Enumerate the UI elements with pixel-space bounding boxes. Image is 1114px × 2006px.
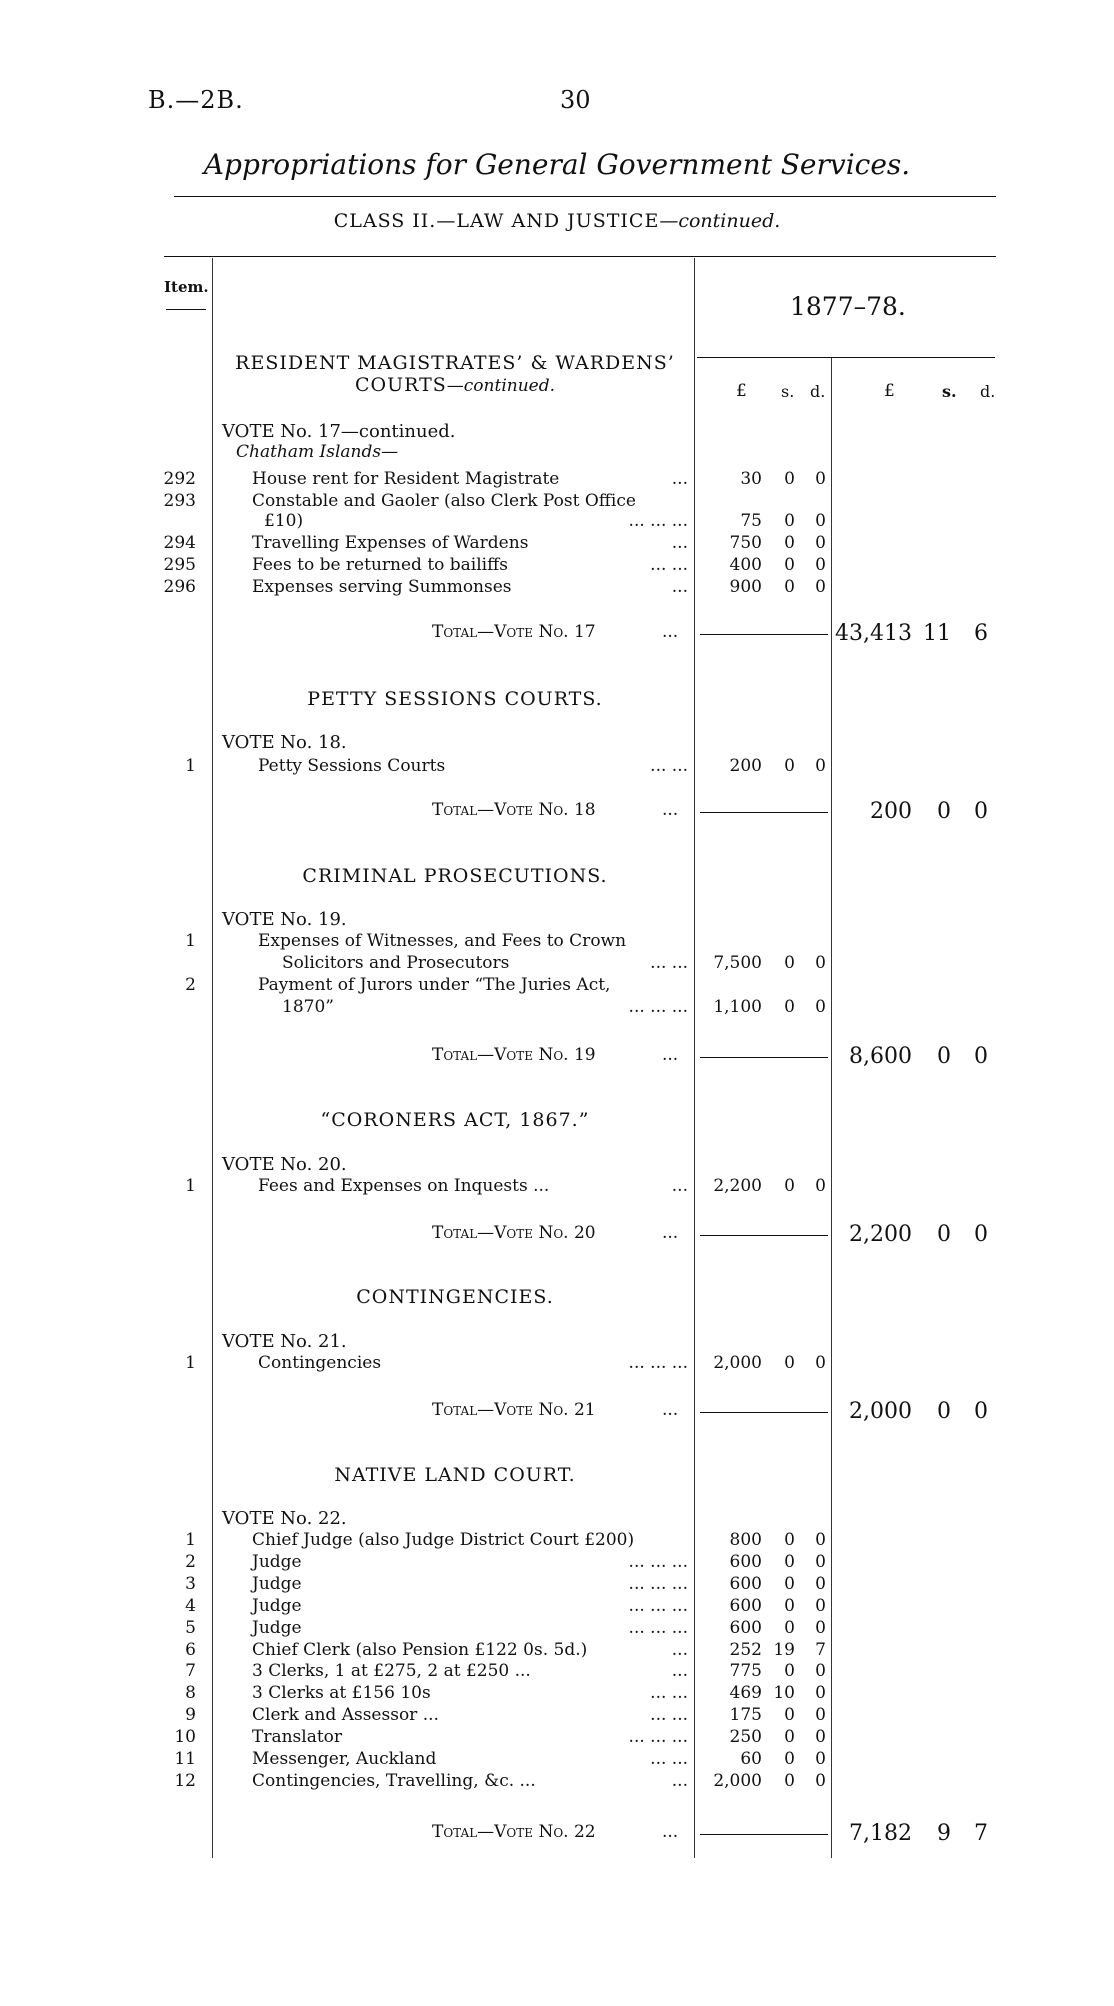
leader-dots: ... ... ... — [628, 1727, 688, 1748]
total-pence: 0 — [974, 1044, 988, 1069]
vote-heading-18: VOTE No. 18. — [222, 732, 347, 753]
amount-shillings: 0 — [784, 1770, 795, 1791]
total-pounds: 2,000 — [849, 1399, 912, 1424]
amount-pounds: 469 — [729, 1683, 762, 1704]
total-pence: 0 — [974, 1222, 988, 1247]
amount-pounds: 775 — [729, 1661, 762, 1682]
total-pounds: 43,413 — [835, 621, 912, 646]
amount-pence: 0 — [815, 577, 826, 597]
total-pence: 0 — [974, 799, 988, 824]
page-number: 30 — [560, 86, 591, 114]
amount-pence: 0 — [815, 1661, 826, 1682]
total-pounds: 2,200 — [849, 1222, 912, 1247]
amount-pence: 0 — [815, 1727, 826, 1748]
amount-pence: 7 — [815, 1639, 826, 1660]
item-number: 293 — [163, 491, 196, 511]
leader-dots: ... ... ... — [628, 1617, 688, 1638]
leader-dots: ... ... — [650, 953, 688, 973]
item-header-underline — [166, 309, 206, 310]
section-title-petty-sessions: PETTY SESSIONS COURTS. — [307, 688, 603, 710]
item-number: 3 — [185, 1573, 196, 1594]
amount-shillings: 0 — [784, 555, 795, 575]
total-pounds: 200 — [870, 799, 912, 824]
section-title-coroners-act: “CORONERS ACT, 1867.” — [320, 1109, 590, 1131]
total-pence: 7 — [974, 1821, 988, 1846]
total-shillings: 0 — [937, 799, 951, 824]
leader-dots: ... ... — [650, 1705, 688, 1726]
leader-dots: ... ... — [650, 1683, 688, 1704]
amount-pounds: 600 — [729, 1595, 762, 1616]
amount-shillings: 0 — [784, 577, 795, 597]
amount-shillings: 0 — [784, 533, 795, 553]
item-number: 296 — [163, 577, 196, 597]
item-description: Travelling Expenses of Wardens — [252, 533, 529, 553]
amount-shillings: 0 — [784, 1176, 795, 1196]
amount-pence: 0 — [815, 1353, 826, 1373]
item-description: Judge — [252, 1573, 302, 1594]
total-pounds: 7,182 — [849, 1821, 912, 1846]
item-number: 12 — [174, 1770, 196, 1791]
amount-pence: 0 — [815, 469, 826, 489]
class-title: CLASS II.—LAW AND JUSTICE—continued. — [333, 210, 781, 232]
vote-heading-22: VOTE No. 22. — [222, 1508, 347, 1529]
total-label: Total—Vote No. 21 — [432, 1400, 596, 1420]
amount-pence: 0 — [815, 1683, 826, 1704]
item-number: 10 — [174, 1727, 196, 1748]
total-rule — [700, 1235, 828, 1236]
item-description-continued: 1870” — [282, 997, 334, 1017]
item-description: Expenses serving Summonses — [252, 577, 512, 597]
amount-pounds: 600 — [729, 1617, 762, 1638]
amount-shillings: 0 — [784, 1551, 795, 1572]
amount-shillings: 19 — [773, 1639, 795, 1660]
total-pounds: 8,600 — [849, 1044, 912, 1069]
leader-dots: ... — [671, 577, 688, 597]
amount-column-divider — [694, 258, 695, 1858]
item-description: 3 Clerks, 1 at £275, 2 at £250 ... — [252, 1661, 531, 1682]
leader-dots: ... — [662, 1223, 679, 1243]
amount-pence: 0 — [815, 1176, 826, 1196]
amount-shillings: 0 — [784, 511, 795, 531]
leader-dots: ... — [671, 1639, 688, 1660]
item-number: 7 — [185, 1661, 196, 1682]
leader-dots: ... — [671, 1176, 688, 1196]
item-number: 1 — [185, 1176, 196, 1196]
amount-shillings: 0 — [784, 1353, 795, 1373]
amount-shillings: 0 — [784, 1749, 795, 1769]
amount-pence: 0 — [815, 533, 826, 553]
leader-dots: ... ... — [650, 555, 688, 575]
total-shillings: 9 — [937, 1821, 951, 1846]
amount-shillings: 0 — [784, 1661, 795, 1682]
pence-header: d. — [810, 382, 826, 401]
leader-dots: ... — [662, 1822, 679, 1842]
amount-shillings: 0 — [784, 1727, 795, 1748]
amount-pence: 0 — [815, 555, 826, 575]
item-number: 11 — [174, 1749, 196, 1769]
item-number: 1 — [185, 756, 196, 776]
item-description: Chief Clerk (also Pension £122 0s. 5d.) — [252, 1639, 588, 1660]
amount-pence: 0 — [815, 1573, 826, 1594]
total-label: Total—Vote No. 17 — [432, 622, 596, 642]
leader-dots: ... ... ... — [628, 511, 688, 531]
item-number: 1 — [185, 1353, 196, 1373]
amount-pounds: 175 — [729, 1705, 762, 1726]
leader-dots: ... ... ... — [628, 1551, 688, 1572]
amount-pounds: 900 — [729, 577, 762, 597]
vote-heading: VOTE No. 17—continued. — [222, 421, 456, 442]
total-pence: 6 — [974, 621, 988, 646]
vote-heading-21: VOTE No. 21. — [222, 1331, 347, 1352]
amount-shillings: 0 — [784, 1705, 795, 1726]
pound-header: £ — [736, 381, 747, 401]
item-description: Payment of Jurors under “The Juries Act, — [258, 975, 611, 995]
item-description: Fees to be returned to bailiffs — [252, 555, 508, 575]
leader-dots: ... — [662, 622, 679, 642]
amount-pounds: 7,500 — [713, 953, 762, 973]
total-pence: 0 — [974, 1399, 988, 1424]
item-number: 5 — [185, 1617, 196, 1638]
amount-pounds: 60 — [740, 1749, 762, 1769]
page-title: Appropriations for General Government Services. — [203, 148, 911, 181]
leader-dots: ... ... — [650, 756, 688, 776]
total-label: Total—Vote No. 19 — [432, 1045, 596, 1065]
item-description: Constable and Gaoler (also Clerk Post Office — [252, 491, 636, 511]
total-shillings: 11 — [923, 621, 951, 646]
leader-dots: ... ... ... — [628, 997, 688, 1017]
item-column-header: Item. — [164, 278, 209, 296]
amount-pounds: 2,000 — [713, 1353, 762, 1373]
leader-dots: ... ... — [650, 1749, 688, 1769]
amount-pounds: 600 — [729, 1573, 762, 1594]
item-number: 292 — [163, 469, 196, 489]
amount-shillings: 0 — [784, 1573, 795, 1594]
total-shillings: 0 — [937, 1044, 951, 1069]
amount-pence: 0 — [815, 1770, 826, 1791]
amount-pounds: 750 — [729, 533, 762, 553]
leader-dots: ... — [671, 533, 688, 553]
total-label: Total—Vote No. 20 — [432, 1223, 596, 1243]
item-number: 9 — [185, 1705, 196, 1726]
vote-heading-19: VOTE No. 19. — [222, 909, 347, 930]
document-code: B.—2B. — [148, 86, 244, 114]
pence2-header: d. — [980, 382, 996, 401]
amount-pounds: 800 — [729, 1530, 762, 1550]
item-description: Messenger, Auckland — [252, 1749, 437, 1769]
item-number: 1 — [185, 931, 196, 951]
amount-shillings: 10 — [773, 1683, 795, 1704]
leader-dots: ... — [671, 1770, 688, 1791]
amount-pence: 0 — [815, 1595, 826, 1616]
amount-pounds: 30 — [740, 469, 762, 489]
leader-dots: ... ... ... — [628, 1573, 688, 1594]
item-description: Petty Sessions Courts — [258, 756, 446, 776]
item-description: Fees and Expenses on Inquests ... — [258, 1176, 550, 1196]
leader-dots: ... — [671, 1661, 688, 1682]
amount-shillings: 0 — [784, 756, 795, 776]
item-description-continued: £10) — [264, 511, 304, 531]
total-rule — [700, 1412, 828, 1413]
item-number: 2 — [185, 975, 196, 995]
item-description: Expenses of Witnesses, and Fees to Crown — [258, 931, 627, 951]
total-rule — [700, 1057, 828, 1058]
item-number: 4 — [185, 1595, 196, 1616]
item-number: 1 — [185, 1530, 196, 1550]
amount-pence: 0 — [815, 1749, 826, 1769]
amount-pence: 0 — [815, 511, 826, 531]
amount-pounds: 2,000 — [713, 1770, 762, 1791]
total-rule — [700, 1834, 828, 1835]
leader-dots: ... ... ... — [628, 1353, 688, 1373]
total-shillings: 0 — [937, 1399, 951, 1424]
year-heading: 1877–78. — [790, 292, 906, 321]
item-number: 294 — [163, 533, 196, 553]
item-description: Contingencies, Travelling, &c. ... — [252, 1770, 536, 1791]
item-description: Contingencies — [258, 1353, 382, 1373]
item-description: Judge — [252, 1551, 302, 1572]
sub-heading: Chatham Islands— — [236, 442, 399, 462]
item-number: 295 — [163, 555, 196, 575]
title-rule — [174, 196, 996, 197]
amount-pounds: 75 — [740, 511, 762, 531]
amount-pounds: 250 — [729, 1727, 762, 1748]
total-column-divider — [831, 358, 832, 1858]
amount-pence: 0 — [815, 997, 826, 1017]
section-title-native-land-court: NATIVE LAND COURT. — [334, 1464, 576, 1486]
amount-shillings: 0 — [784, 953, 795, 973]
item-description-continued: Solicitors and Prosecutors — [282, 953, 510, 973]
shilling-header: s. — [781, 382, 795, 401]
amount-pounds: 1,100 — [713, 997, 762, 1017]
section-title-resident-magistrates-line2: COURTS—continued. — [354, 374, 555, 396]
leader-dots: ... — [671, 469, 688, 489]
amount-pence: 0 — [815, 1617, 826, 1638]
item-column-divider — [212, 258, 213, 1858]
shilling2-header: s. — [942, 382, 957, 401]
section-title-criminal-prosecutions: CRIMINAL PROSECUTIONS. — [302, 865, 608, 887]
amount-pounds: 252 — [729, 1639, 762, 1660]
total-rule — [700, 634, 828, 635]
amount-pounds: 400 — [729, 555, 762, 575]
leader-dots: ... — [662, 1045, 679, 1065]
vote-heading-20: VOTE No. 20. — [222, 1154, 347, 1175]
amount-pence: 0 — [815, 756, 826, 776]
item-description: 3 Clerks at £156 10s — [252, 1683, 431, 1704]
amount-shillings: 0 — [784, 469, 795, 489]
amount-pence: 0 — [815, 1530, 826, 1550]
pound2-header: £ — [884, 381, 895, 401]
leader-dots: ... — [662, 1400, 679, 1420]
item-description: Judge — [252, 1595, 302, 1616]
amount-shillings: 0 — [784, 1595, 795, 1616]
amount-shillings: 0 — [784, 1530, 795, 1550]
total-label: Total—Vote No. 18 — [432, 800, 596, 820]
amount-pounds: 200 — [729, 756, 762, 776]
item-number: 2 — [185, 1551, 196, 1572]
amount-pence: 0 — [815, 1705, 826, 1726]
total-shillings: 0 — [937, 1222, 951, 1247]
year-rule — [697, 357, 995, 358]
item-description: Chief Judge (also Judge District Court £200) — [252, 1530, 635, 1550]
item-description: Translator — [252, 1727, 343, 1748]
section-title-resident-magistrates: RESIDENT MAGISTRATES’ & WARDENS’ — [235, 352, 675, 374]
amount-pounds: 2,200 — [713, 1176, 762, 1196]
section-title-contingencies: CONTINGENCIES. — [356, 1286, 554, 1308]
amount-pence: 0 — [815, 1551, 826, 1572]
amount-shillings: 0 — [784, 997, 795, 1017]
item-number: 8 — [185, 1683, 196, 1704]
item-description: Judge — [252, 1617, 302, 1638]
item-description: Clerk and Assessor ... — [252, 1705, 439, 1726]
amount-pence: 0 — [815, 953, 826, 973]
item-number: 6 — [185, 1639, 196, 1660]
item-description: House rent for Resident Magistrate — [252, 469, 560, 489]
total-label: Total—Vote No. 22 — [432, 1822, 596, 1842]
total-rule — [700, 812, 828, 813]
amount-shillings: 0 — [784, 1617, 795, 1638]
class-rule — [164, 256, 996, 257]
amount-pounds: 600 — [729, 1551, 762, 1572]
leader-dots: ... — [662, 800, 679, 820]
leader-dots: ... ... ... — [628, 1595, 688, 1616]
